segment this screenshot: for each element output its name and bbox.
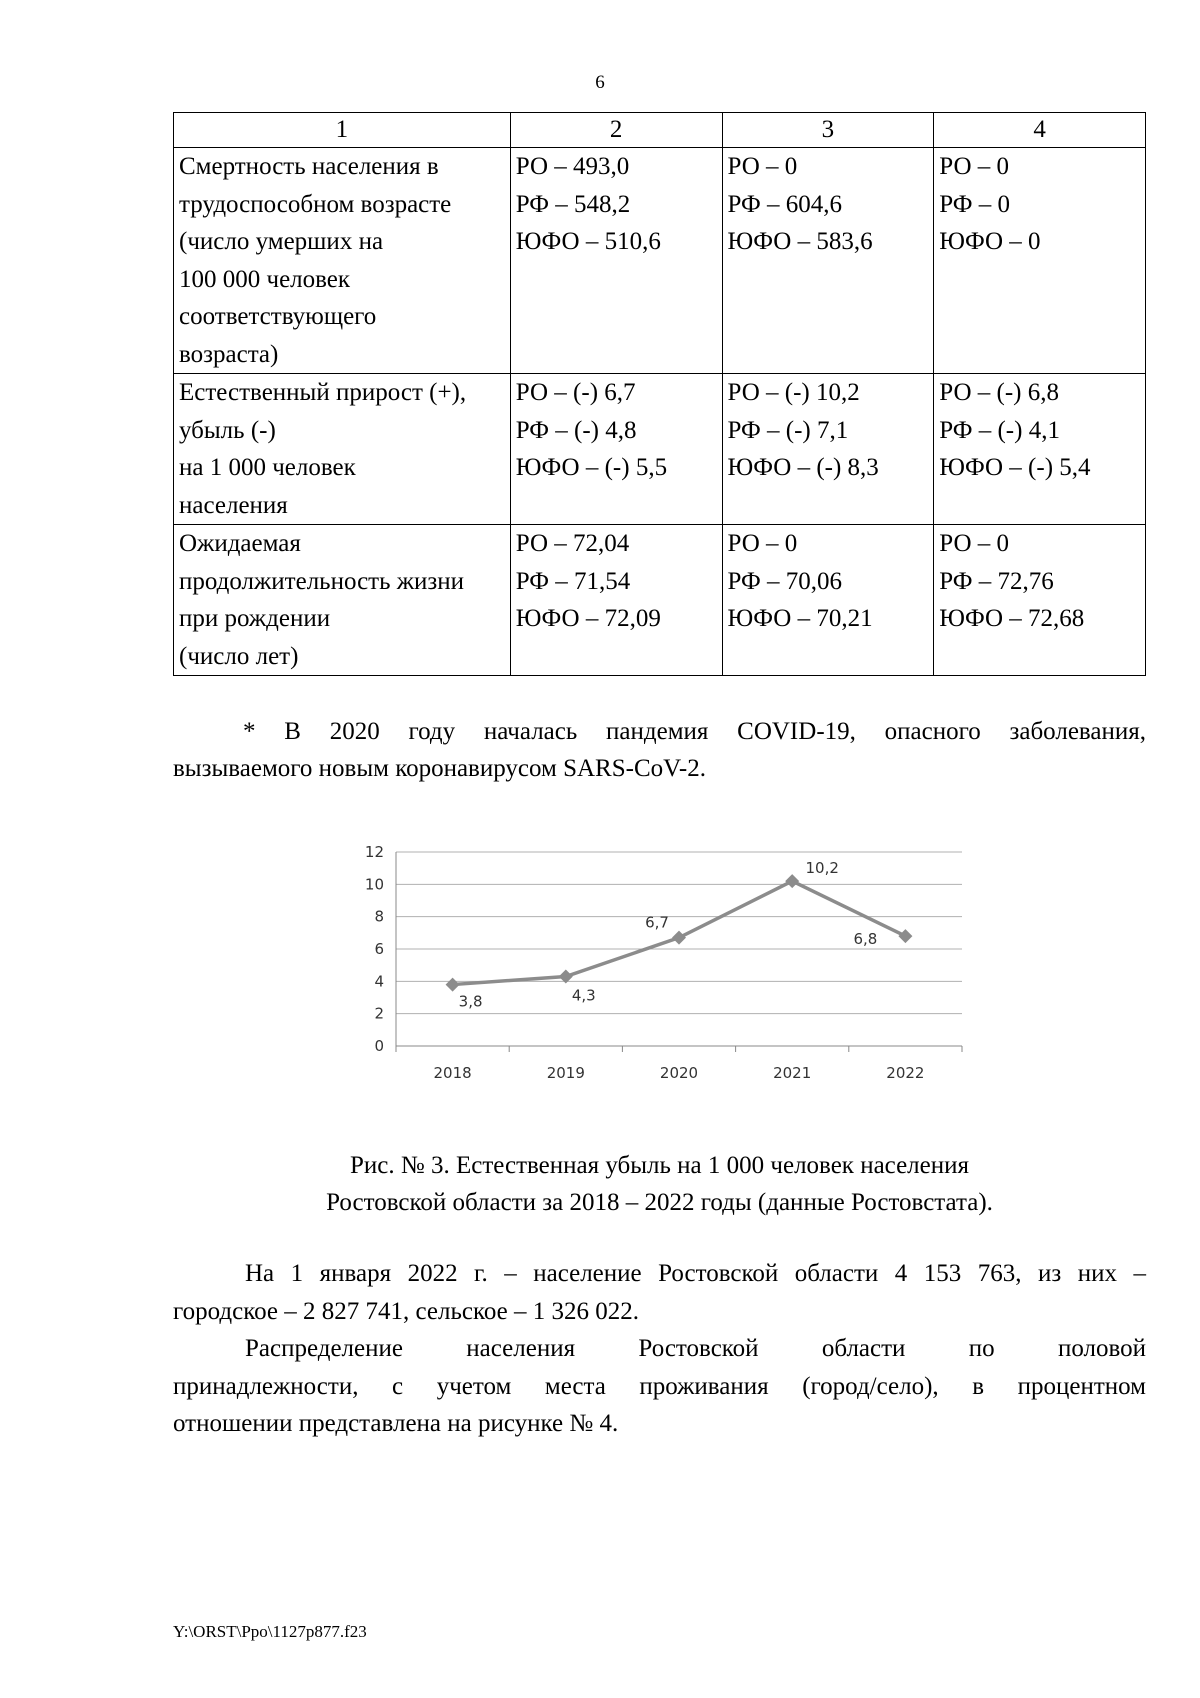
cell-line: убыль (-) <box>179 416 276 444</box>
note-line: вызываемого новым коронавирусом SARS-CoV-2. <box>173 755 706 782</box>
data-point-marker <box>446 978 460 992</box>
y-tick-label: 10 <box>364 875 384 894</box>
indicator-cell <box>174 374 511 525</box>
indicator-cell <box>174 148 511 374</box>
table-row-mortality <box>174 148 1146 374</box>
cell-line: ЮФО – (-) 5,4 <box>939 454 1091 481</box>
natural-decline-line-chart <box>350 835 970 1095</box>
cell-line: РО – 72,04 <box>515 530 630 557</box>
cell-line: при рождении <box>179 605 331 632</box>
file-path-footer: Y:\ORST\Ppo\1127p877.f23 <box>173 1622 367 1641</box>
cell-line: ЮФО – (-) 8,3 <box>727 454 879 481</box>
data-label: 3,8 <box>458 992 483 1011</box>
data-point-marker <box>672 931 686 945</box>
cell-line: ЮФО – 72,68 <box>939 605 1085 632</box>
cell-line: трудоспособном возрасте <box>179 190 452 218</box>
table-row-life-expectancy <box>174 525 1146 676</box>
y-tick-label: 6 <box>374 940 384 958</box>
figure-caption <box>173 1147 1146 1221</box>
cell-line: (число умерших на <box>179 228 384 255</box>
indicator-cell <box>174 525 511 676</box>
cell-line: РФ – 0 <box>939 190 1010 218</box>
note-line: * В 2020 году началась пандемия COVID-19, опасного заболевания, <box>243 718 1146 745</box>
cell-line: ЮФО – 70,21 <box>727 605 873 632</box>
cell-line: РО – 493,0 <box>515 153 630 180</box>
cell-line: РО – 0 <box>939 530 1010 557</box>
cell-line: РФ – 71,54 <box>515 567 631 595</box>
data-point-marker <box>785 874 799 888</box>
y-tick-label: 0 <box>374 1037 384 1055</box>
table-header-cell: 4 <box>934 113 1146 148</box>
cell-line: РФ – (-) 4,1 <box>939 416 1060 444</box>
cell-line: РФ – (-) 4,8 <box>515 416 637 444</box>
paragraph-line: Распределение населения Ростовской области по половой <box>245 1335 1146 1362</box>
y-tick-label: 2 <box>374 1004 384 1023</box>
cell-line: соответствующего <box>179 303 377 330</box>
cell-line: Естественный прирост (+), <box>179 379 467 406</box>
value-cell <box>722 525 934 676</box>
cell-line: РФ – 548,2 <box>515 190 631 218</box>
x-tick-label: 2022 <box>886 1064 925 1082</box>
cell-line: возраста) <box>179 340 279 368</box>
data-label: 6,7 <box>645 913 669 932</box>
y-tick-label: 12 <box>364 843 384 861</box>
y-tick-label: 4 <box>374 972 384 991</box>
value-cell <box>510 525 722 676</box>
cell-line: 100 000 человек <box>179 265 351 293</box>
value-cell <box>510 148 722 374</box>
caption-line: Рис. № 3. Естественная убыль на 1 000 человек населения <box>349 1152 969 1179</box>
distribution-paragraph <box>173 1330 1146 1443</box>
cell-line: РФ – 604,6 <box>727 190 842 218</box>
value-cell <box>934 148 1146 374</box>
cell-line: РО – (-) 10,2 <box>727 379 860 406</box>
cell-line: РО – 0 <box>727 530 798 557</box>
table-header-cell: 1 <box>174 113 511 148</box>
caption-line: Ростовской области за 2018 – 2022 годы (данные Ростовстата). <box>326 1189 993 1216</box>
data-label: 6,8 <box>853 930 878 949</box>
cell-line: ЮФО – 583,6 <box>727 228 873 255</box>
value-cell <box>722 148 934 374</box>
cell-line: Смертность населения в <box>179 153 439 180</box>
table-row-natural-growth <box>174 374 1146 525</box>
paragraph-line: На 1 января 2022 г. – население Ростовской области 4 153 763, из них – <box>245 1260 1146 1287</box>
x-tick-label: 2018 <box>433 1064 472 1082</box>
value-cell <box>510 374 722 525</box>
table-header-cell: 2 <box>510 113 722 148</box>
cell-line: ЮФО – 510,6 <box>515 228 661 255</box>
value-cell <box>722 374 934 525</box>
value-cell <box>934 374 1146 525</box>
page-number: 6 <box>595 72 605 93</box>
cell-line: ЮФО – (-) 5,5 <box>515 454 668 481</box>
paragraph-line: принадлежности, с учетом места проживания (город/село), в процентном <box>173 1372 1146 1400</box>
cell-line: РО – (-) 6,8 <box>939 379 1059 406</box>
indicators-table <box>173 112 1146 676</box>
cell-line: РФ – 70,06 <box>727 567 842 595</box>
cell-line: РО – 0 <box>727 153 798 180</box>
cell-line: Ожидаемая <box>179 530 301 557</box>
cell-line: ЮФО – 72,09 <box>515 605 661 632</box>
data-label: 4,3 <box>571 986 596 1005</box>
cell-line: на 1 000 человек <box>179 454 356 481</box>
data-point-marker <box>898 929 912 943</box>
cell-line: продолжительность жизни <box>179 567 465 595</box>
cell-line: ЮФО – 0 <box>939 228 1041 255</box>
table-header-row <box>174 113 1146 148</box>
population-paragraph <box>173 1255 1146 1330</box>
x-tick-label: 2020 <box>659 1064 699 1082</box>
covid-note <box>173 713 1146 787</box>
value-cell <box>934 525 1146 676</box>
table-header-cell: 3 <box>722 113 934 148</box>
paragraph-line: городское – 2 827 741, сельское – 1 326 022. <box>173 1297 640 1325</box>
paragraph-line: отношении представлена на рисунке № 4. <box>173 1410 619 1437</box>
cell-line: (число лет) <box>179 642 299 670</box>
x-tick-label: 2021 <box>773 1064 812 1082</box>
x-tick-label: 2019 <box>546 1064 585 1082</box>
y-tick-label: 8 <box>374 907 384 926</box>
cell-line: РО – 0 <box>939 153 1010 180</box>
data-label: 10,2 <box>805 859 839 878</box>
cell-line: РО – (-) 6,7 <box>515 379 636 406</box>
cell-line: РФ – 72,76 <box>939 567 1054 595</box>
cell-line: населения <box>179 491 288 519</box>
cell-line: РФ – (-) 7,1 <box>727 416 849 444</box>
